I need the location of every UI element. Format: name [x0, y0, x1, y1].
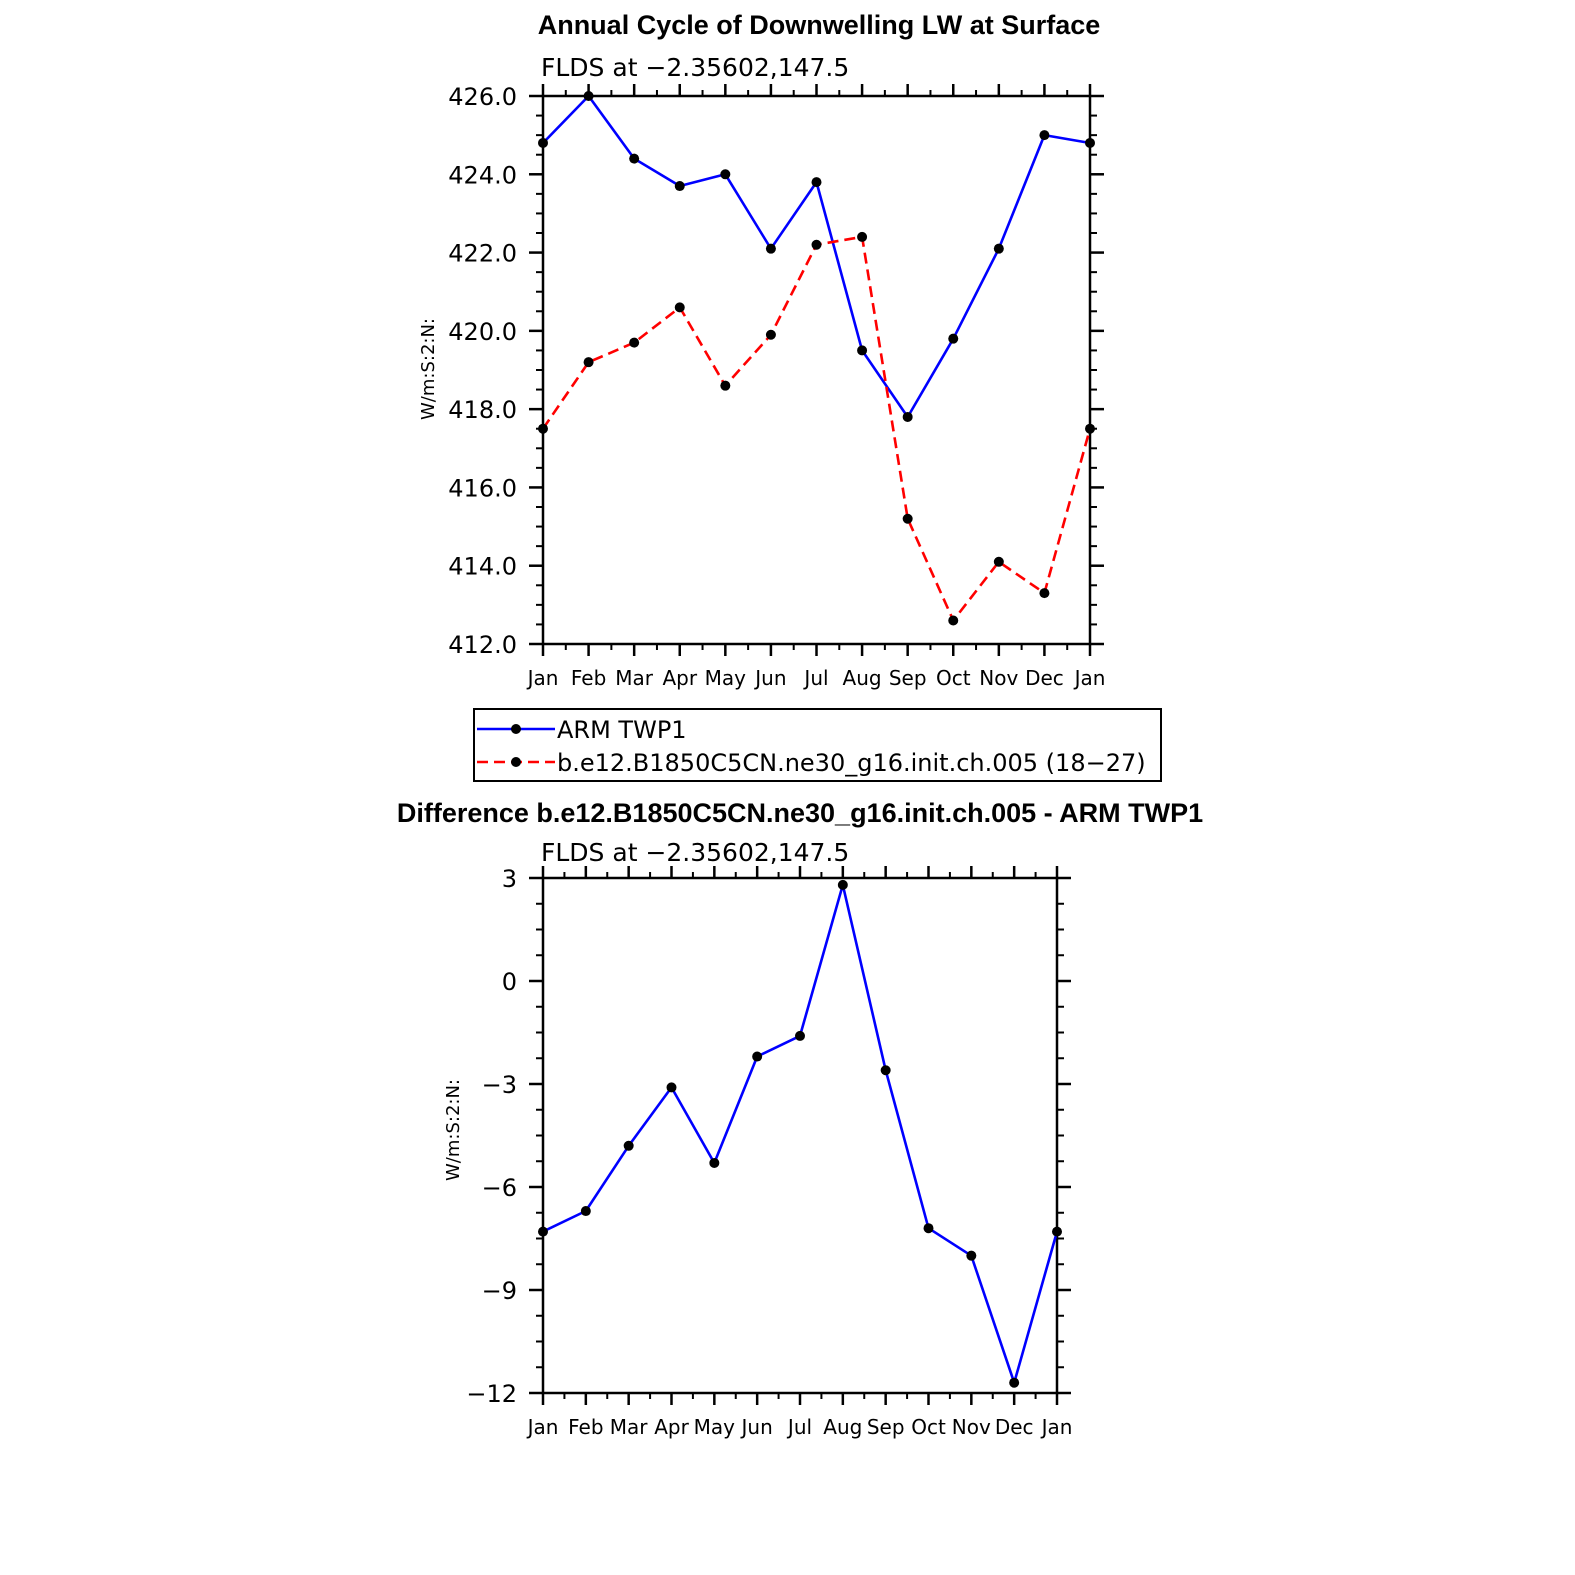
y-tick-label: 414.0 [448, 552, 517, 581]
data-point [629, 154, 639, 164]
y-tick-label: −12 [466, 1380, 517, 1408]
data-point [720, 169, 730, 179]
y-tick-label: 426.0 [448, 83, 517, 111]
x-tick-label: Jul [804, 666, 829, 690]
data-point [538, 138, 548, 148]
chart-subtitle: FLDS at −2.35602,147.5 [541, 838, 850, 867]
x-tick-label: Jan [1074, 666, 1106, 690]
x-tick-label: Feb [570, 666, 607, 690]
data-point [752, 1052, 762, 1062]
x-tick-label: Nov [979, 666, 1019, 690]
data-point [948, 334, 958, 344]
y-tick-label: 424.0 [448, 161, 517, 190]
y-axis-label: W/m:S:2:N: [443, 1079, 464, 1181]
data-point [903, 412, 913, 422]
y-tick-label: −3 [481, 1071, 517, 1099]
data-point [720, 381, 730, 391]
x-tick-label: Mar [609, 1415, 648, 1439]
data-point [766, 244, 776, 254]
x-tick-label: Jan [1041, 1415, 1073, 1439]
x-tick-label: Sep [866, 1415, 905, 1439]
data-point [624, 1141, 634, 1151]
data-point [1009, 1378, 1019, 1388]
data-point [584, 91, 594, 101]
x-tick-label: Sep [888, 666, 927, 690]
x-tick-label: Jul [787, 1415, 813, 1439]
data-point [1039, 588, 1049, 598]
data-point [538, 424, 548, 434]
data-point [629, 338, 639, 348]
x-tick-label: Jan [527, 666, 559, 690]
data-point [812, 240, 822, 250]
data-point [675, 181, 685, 191]
x-tick-label: Apr [662, 666, 698, 690]
y-tick-label: 418.0 [448, 396, 517, 425]
data-point [924, 1223, 934, 1233]
x-tick-label: Apr [654, 1415, 689, 1439]
x-tick-label: Dec [1025, 666, 1064, 690]
x-tick-label: Feb [568, 1415, 604, 1439]
x-tick-label: May [704, 666, 747, 690]
data-point [766, 330, 776, 340]
data-point [1085, 424, 1095, 434]
data-point [948, 616, 958, 626]
x-tick-label: Mar [615, 666, 654, 690]
data-point [903, 514, 913, 524]
data-point [1039, 130, 1049, 140]
x-tick-label: May [693, 1415, 736, 1439]
data-point [857, 232, 867, 242]
y-tick-label: 420.0 [448, 317, 517, 346]
annual-cycle-chart [418, 10, 1105, 690]
data-point [838, 880, 848, 890]
chart-title: Annual Cycle of Downwelling LW at Surface [537, 10, 1101, 40]
data-point [584, 357, 594, 367]
data-point [581, 1206, 591, 1216]
data-point [795, 1031, 805, 1041]
y-tick-label: −9 [481, 1277, 517, 1305]
data-point [966, 1251, 976, 1261]
legend-label-model: b.e12.B1850C5CN.ne30_g16.init.ch.005 (18−27) [557, 749, 1146, 777]
y-tick-label: 416.0 [448, 474, 517, 503]
y-tick-label: 412.0 [448, 631, 517, 659]
series-line-1 [543, 237, 1090, 621]
x-tick-label: Aug [823, 1415, 863, 1439]
legend-marker-arm [511, 724, 521, 734]
data-point [1052, 1227, 1062, 1237]
data-point [538, 1227, 548, 1237]
data-point [675, 302, 685, 312]
x-tick-label: Jan [527, 1415, 559, 1439]
series-line-0 [543, 96, 1090, 417]
x-tick-label: Oct [935, 666, 971, 690]
data-point [857, 345, 867, 355]
x-tick-label: Dec [994, 1415, 1034, 1439]
data-point [709, 1158, 719, 1168]
plot-area [466, 865, 1072, 1439]
chart-subtitle: FLDS at −2.35602,147.5 [541, 53, 850, 82]
difference-chart [397, 798, 1203, 1439]
x-tick-label: Jun [741, 1415, 773, 1439]
data-point [812, 177, 822, 187]
data-point [1085, 138, 1095, 148]
chart-title: Difference b.e12.B1850C5CN.ne30_g16.init.ch.005 - ARM TWP1 [396, 798, 1204, 828]
y-tick-label: 3 [501, 865, 517, 893]
data-point [994, 557, 1004, 567]
legend-label-arm: ARM TWP1 [557, 716, 687, 744]
y-tick-label: −6 [481, 1174, 517, 1202]
x-tick-label: Aug [842, 666, 882, 690]
legend [474, 709, 1161, 781]
x-tick-label: Nov [951, 1415, 991, 1439]
y-tick-label: 0 [501, 968, 517, 996]
legend-marker-model [511, 757, 521, 767]
data-point [881, 1065, 891, 1075]
y-axis-label: W/m:S:2:N: [418, 318, 439, 420]
series-line-0 [543, 885, 1057, 1383]
x-tick-label: Oct [911, 1415, 946, 1439]
data-point [994, 244, 1004, 254]
x-tick-label: Jun [755, 666, 787, 690]
y-tick-label: 422.0 [448, 239, 517, 268]
plot-area [448, 83, 1105, 690]
data-point [667, 1082, 677, 1092]
plot-frame [543, 878, 1057, 1393]
